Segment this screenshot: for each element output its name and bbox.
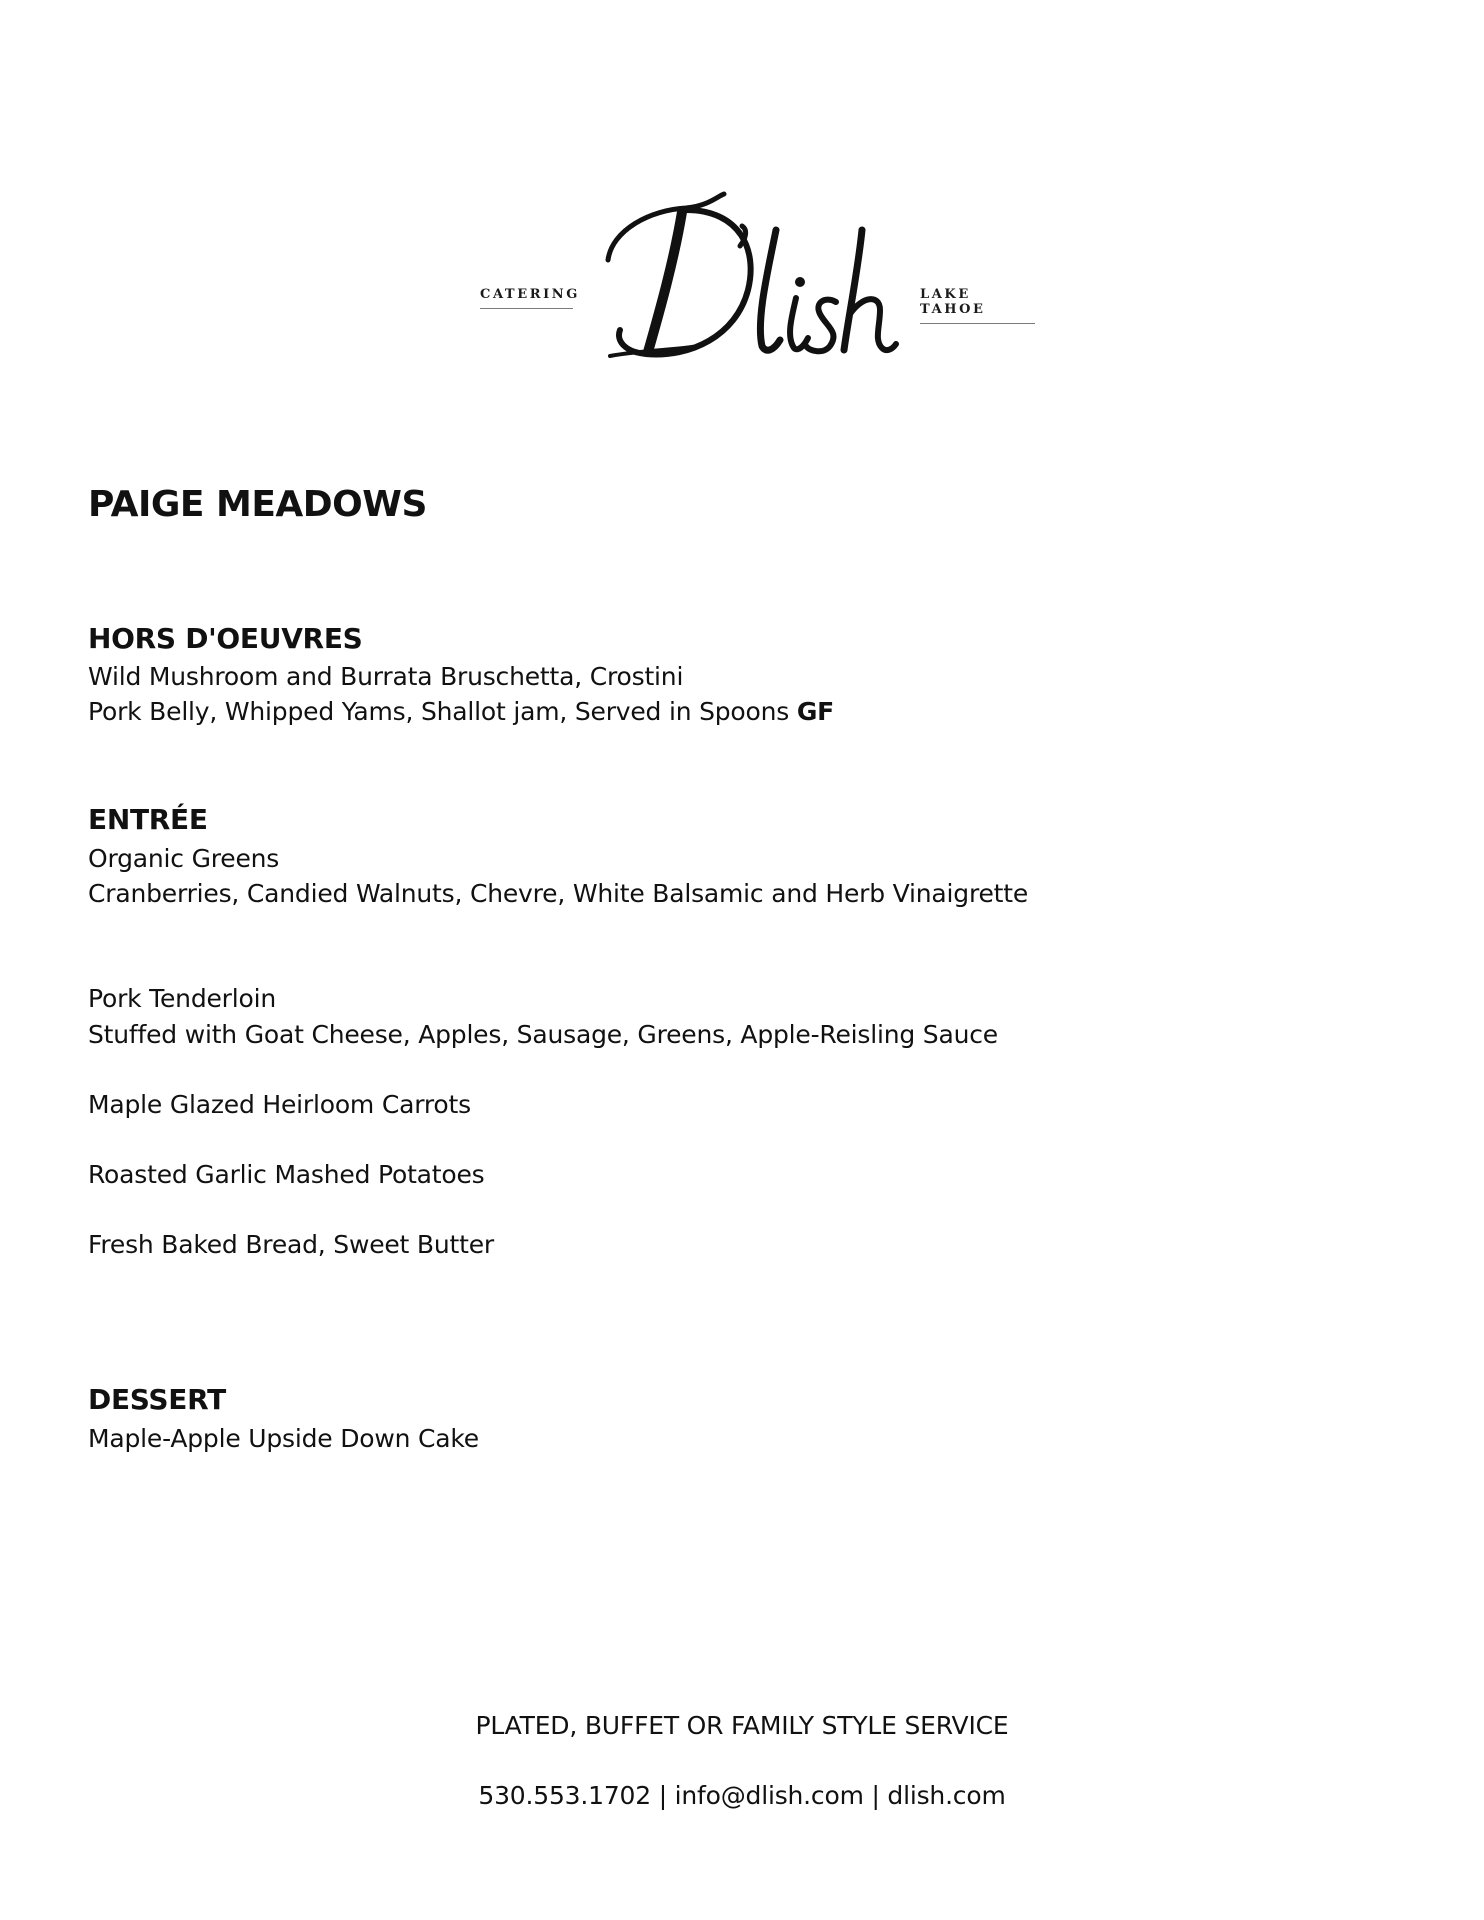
entree-item-4: Stuffed with Goat Cheese, Apples, Sausage, Greens, Apple-Reisling Sauce [88, 1020, 998, 1049]
entree-item-3: Pork Tenderloin [88, 984, 276, 1013]
hors-item-2-text: Pork Belly, Whipped Yams, Shallot jam, Served in Spoons [88, 697, 790, 726]
contact-footer: 530.553.1702 | info@dlish.com | dlish.com [478, 1781, 1006, 1810]
menu-title: PAIGE MEADOWS [88, 484, 427, 525]
hors-item-2 [88, 697, 834, 726]
logo-catering-label: CATERING [480, 287, 573, 309]
entree-heading: ENTRÉE [88, 803, 208, 836]
logo [480, 190, 1040, 370]
dessert-heading: DESSERT [88, 1383, 226, 1416]
service-footer: PLATED, BUFFET OR FAMILY STYLE SERVICE [475, 1711, 1009, 1740]
entree-item-6: Roasted Garlic Mashed Potatoes [88, 1160, 485, 1189]
logo-lake-tahoe-label: LAKE TAHOE [920, 287, 1035, 324]
gluten-free-tag: GF [796, 697, 835, 726]
hors-item-1: Wild Mushroom and Burrata Bruschetta, Crostini [88, 662, 684, 691]
entree-item-5: Maple Glazed Heirloom Carrots [88, 1090, 471, 1119]
dlish-wordmark [590, 190, 910, 370]
entree-item-1: Organic Greens [88, 844, 280, 873]
entree-item-2: Cranberries, Candied Walnuts, Chevre, White Balsamic and Herb Vinaigrette [88, 879, 1029, 908]
entree-item-7: Fresh Baked Bread, Sweet Butter [88, 1230, 494, 1259]
dessert-item-1: Maple-Apple Upside Down Cake [88, 1424, 479, 1453]
hors-doeuvres-heading: HORS D'OEUVRES [88, 622, 363, 655]
